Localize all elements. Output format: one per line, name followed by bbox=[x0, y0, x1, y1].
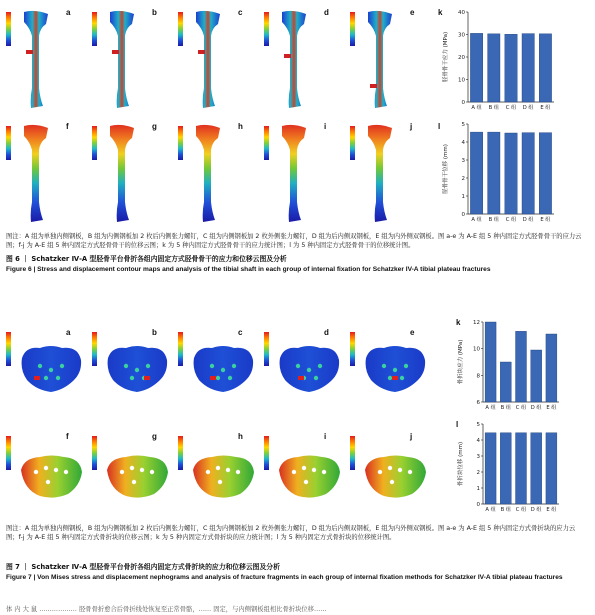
screw-hole bbox=[216, 376, 220, 380]
tibia-stress-contour bbox=[282, 11, 306, 108]
screw-hole bbox=[49, 368, 53, 372]
screw-hole bbox=[54, 468, 58, 472]
fragment-displacement-contour bbox=[365, 456, 426, 498]
panel-label-f: f bbox=[66, 432, 69, 441]
screw-hole bbox=[38, 364, 42, 368]
y-tick-label: 2 bbox=[461, 176, 465, 182]
x-tick-label: E 组 bbox=[546, 507, 557, 513]
bar bbox=[516, 433, 527, 504]
screw-hole bbox=[130, 376, 134, 380]
screw-hole bbox=[304, 480, 308, 484]
panel-label-j: j bbox=[410, 432, 413, 441]
color-scale-legend bbox=[6, 126, 11, 160]
x-tick-label: D 组 bbox=[522, 217, 534, 223]
fig6-displacement-chart bbox=[440, 118, 558, 232]
screw-hole bbox=[382, 364, 386, 368]
screw-hole bbox=[314, 376, 318, 380]
screw-hole bbox=[404, 364, 408, 368]
body-text-fragment: 体 内 大 鼠 ……………… 胫骨骨折愈合后骨折线处恢复至正常骨骼，…… 固定，与内侧钢板组相比骨折块位移…… bbox=[6, 606, 327, 613]
stress-peak-marker bbox=[210, 376, 216, 380]
x-tick-label: E 组 bbox=[540, 217, 551, 223]
fragment-displacement-contour bbox=[193, 456, 254, 498]
color-scale-legend bbox=[92, 126, 97, 160]
y-tick-label: 4 bbox=[461, 140, 465, 146]
displacement-nephogram bbox=[18, 448, 84, 504]
screw-hole bbox=[388, 376, 392, 380]
y-tick-label: 4 bbox=[476, 438, 480, 444]
screw-hole bbox=[408, 470, 412, 474]
color-scale-legend bbox=[92, 12, 97, 46]
bar bbox=[500, 433, 511, 504]
y-tick-label: 0 bbox=[461, 212, 465, 218]
panel-label-j: j bbox=[410, 122, 413, 131]
y-tick-label: 30 bbox=[458, 32, 465, 39]
fig6-chart-label-k: k bbox=[438, 8, 443, 17]
panel-label-h: h bbox=[238, 432, 243, 441]
stress-nephogram bbox=[276, 10, 310, 114]
y-axis-label: 骨折块位移 (mm) bbox=[458, 441, 464, 487]
y-tick-label: 3 bbox=[476, 454, 480, 460]
bar bbox=[539, 133, 551, 214]
panel-label-d: d bbox=[324, 328, 329, 337]
bar bbox=[546, 433, 557, 504]
bar bbox=[488, 132, 500, 214]
screw-hole bbox=[322, 470, 326, 474]
x-tick-label: B 组 bbox=[500, 405, 512, 411]
color-scale-legend bbox=[92, 332, 97, 366]
screw-hole bbox=[307, 368, 311, 372]
bar bbox=[539, 34, 551, 102]
bar bbox=[500, 362, 511, 402]
y-tick-label: 12 bbox=[473, 320, 480, 326]
panel-label-c: c bbox=[238, 8, 243, 17]
y-axis-label: 骨折块应力 (MPa) bbox=[458, 339, 464, 385]
screw-hole bbox=[150, 470, 154, 474]
stress-peak-marker bbox=[392, 376, 398, 380]
x-tick-label: A 组 bbox=[471, 217, 482, 223]
color-scale-legend bbox=[350, 12, 355, 46]
fig7-title-en: Figure 7 | Von Mises stress and displacement nephograms and analysis of fracture fragments in each group of internal fixation methods for Schatzker IV-A tibial plateau fractures bbox=[6, 574, 563, 581]
screw-hole bbox=[232, 364, 236, 368]
screw-hole bbox=[226, 468, 230, 472]
screw-hole bbox=[302, 466, 306, 470]
panel-label-h: h bbox=[238, 122, 243, 131]
displacement-nephogram bbox=[190, 448, 256, 504]
fig7-caption: 图注：A 组为单独内侧钢板，B 组为内侧钢板加 2 枚后内侧张力螺钉，C 组为内侧钢板加 2 枚外侧张力螺钉，D 组为后内侧双钢板，E 组为内外侧双钢板。图 a-e 为 A-E 组 5 种内固定方式骨折块的应力云图；f-j 为 A-E 组 5 种内固定方式骨折块的位移云图；k 为 5 种内固定方式骨折块的应力统计图；l 为 5 种内固定方式骨折块的位移统计图。 bbox=[6, 525, 576, 541]
x-tick-label: C 组 bbox=[515, 507, 527, 513]
screw-hole bbox=[216, 466, 220, 470]
displacement-nephogram bbox=[104, 124, 138, 228]
displacement-nephogram bbox=[362, 124, 396, 228]
screw-hole bbox=[296, 364, 300, 368]
fig6-title-en: Figure 6 | Stress and displacement contour maps and analysis of the tibial shaft in each group of internal fixation for Schatzker IV-A tibial plateau fractures bbox=[6, 266, 491, 273]
color-scale-legend bbox=[350, 126, 355, 160]
screw-hole bbox=[221, 368, 225, 372]
fragment-displacement-contour bbox=[21, 456, 82, 498]
fig7-title-cn: 图 7 ｜ Schatzker Ⅳ-A 型胫骨平台骨折各组内固定方式骨折块的应力和位移云图及分析 bbox=[6, 563, 280, 571]
screw-hole bbox=[34, 470, 38, 474]
screw-hole bbox=[390, 480, 394, 484]
tibia-displacement-contour bbox=[24, 125, 48, 222]
fig6-chart-label-l: l bbox=[438, 122, 441, 131]
stress-nephogram bbox=[362, 10, 396, 114]
tibia-displacement-contour bbox=[368, 125, 392, 222]
x-tick-label: B 组 bbox=[488, 217, 500, 223]
x-tick-label: C 组 bbox=[505, 105, 517, 111]
color-scale-legend bbox=[178, 436, 183, 470]
displacement-nephogram bbox=[190, 124, 224, 228]
y-tick-label: 0 bbox=[476, 502, 480, 508]
fig7-chart-label-l: l bbox=[456, 420, 459, 429]
x-tick-label: A 组 bbox=[485, 405, 496, 411]
fig7-stress-chart bbox=[455, 316, 563, 420]
panel-label-i: i bbox=[324, 122, 327, 131]
screw-hole bbox=[120, 470, 124, 474]
x-tick-label: E 组 bbox=[546, 405, 557, 411]
stress-peak-marker bbox=[370, 84, 377, 88]
screw-hole bbox=[135, 368, 139, 372]
stress-nephogram bbox=[276, 342, 342, 398]
y-tick-label: 2 bbox=[476, 470, 480, 476]
tibia-stress-contour bbox=[24, 11, 48, 108]
color-scale-legend bbox=[350, 332, 355, 366]
panel-label-d: d bbox=[324, 8, 329, 17]
x-tick-label: B 组 bbox=[488, 105, 500, 111]
screw-hole bbox=[140, 468, 144, 472]
color-scale-legend bbox=[6, 436, 11, 470]
screw-hole bbox=[388, 466, 392, 470]
screw-hole bbox=[393, 368, 397, 372]
stress-peak-marker bbox=[198, 50, 205, 54]
displacement-nephogram bbox=[18, 124, 52, 228]
y-tick-label: 0 bbox=[461, 100, 465, 106]
x-tick-label: B 组 bbox=[500, 507, 512, 513]
x-tick-label: D 组 bbox=[522, 105, 534, 111]
bar bbox=[531, 433, 542, 504]
bar bbox=[485, 433, 496, 504]
bar bbox=[485, 322, 496, 402]
panel-label-e: e bbox=[410, 328, 415, 337]
panel-label-f: f bbox=[66, 122, 69, 131]
panel-label-g: g bbox=[152, 432, 157, 441]
tibia-stress-contour bbox=[110, 11, 134, 108]
bar bbox=[546, 334, 557, 402]
tibia-displacement-contour bbox=[196, 125, 220, 222]
screw-hole bbox=[236, 470, 240, 474]
screw-hole bbox=[228, 376, 232, 380]
bar bbox=[522, 34, 534, 102]
stress-peak-marker bbox=[284, 54, 291, 58]
bar bbox=[531, 350, 542, 402]
fig7-displacement-chart bbox=[455, 418, 563, 522]
bar bbox=[470, 132, 482, 214]
stress-nephogram bbox=[104, 342, 170, 398]
screw-hole bbox=[64, 470, 68, 474]
color-scale-legend bbox=[178, 332, 183, 366]
stress-nephogram bbox=[18, 10, 52, 114]
screw-hole bbox=[56, 376, 60, 380]
x-tick-label: A 组 bbox=[485, 507, 496, 513]
y-tick-label: 10 bbox=[458, 77, 465, 84]
tibia-stress-contour bbox=[368, 11, 392, 108]
displacement-nephogram bbox=[276, 124, 310, 228]
screw-hole bbox=[44, 466, 48, 470]
bar bbox=[488, 34, 500, 102]
screw-hole bbox=[60, 364, 64, 368]
screw-hole bbox=[132, 480, 136, 484]
color-scale-legend bbox=[350, 436, 355, 470]
y-tick-label: 5 bbox=[461, 122, 465, 128]
y-tick-label: 3 bbox=[461, 158, 465, 164]
screw-hole bbox=[124, 364, 128, 368]
color-scale-legend bbox=[264, 12, 269, 46]
panel-label-a: a bbox=[66, 8, 71, 17]
fig6-caption: 图注：A 组为单独内侧钢板，B 组为内侧钢板加 2 枚后内侧张力螺钉，C 组为内侧钢板加 2 枚外侧张力螺钉，D 组为后内侧双钢板，E 组为内外侧双钢板。图 a-e 为 A-E 组 5 种内固定方式胫骨骨干的应力云图；f-j 为 A-E 组 5 种内固定方式胫骨骨干的位移云图；k 为 5 种内固定方式胫骨骨干的应力统计图；l 为 5 种内固定方式胫骨骨干的位移统计图。 bbox=[6, 233, 582, 249]
color-scale-legend bbox=[92, 436, 97, 470]
screw-hole bbox=[218, 480, 222, 484]
panel-label-b: b bbox=[152, 8, 157, 17]
panel-label-a: a bbox=[66, 328, 71, 337]
color-scale-legend bbox=[178, 12, 183, 46]
y-tick-label: 1 bbox=[461, 194, 465, 200]
y-tick-label: 40 bbox=[458, 10, 465, 16]
stress-nephogram bbox=[104, 10, 138, 114]
stress-peak-marker bbox=[26, 50, 33, 54]
bar bbox=[505, 133, 517, 214]
x-tick-label: D 组 bbox=[530, 507, 542, 513]
stress-nephogram bbox=[362, 342, 428, 398]
tibia-displacement-contour bbox=[282, 125, 306, 222]
stress-nephogram bbox=[190, 10, 224, 114]
x-tick-label: D 组 bbox=[530, 405, 542, 411]
stress-nephogram bbox=[18, 342, 84, 398]
panel-label-e: e bbox=[410, 8, 415, 17]
displacement-nephogram bbox=[362, 448, 428, 504]
screw-hole bbox=[378, 470, 382, 474]
y-tick-label: 6 bbox=[476, 400, 480, 406]
color-scale-legend bbox=[6, 332, 11, 366]
bar bbox=[522, 133, 534, 214]
tibia-stress-contour bbox=[196, 11, 220, 108]
bar bbox=[516, 331, 527, 402]
fig6-stress-chart bbox=[440, 6, 558, 120]
color-scale-legend bbox=[178, 126, 183, 160]
screw-hole bbox=[44, 376, 48, 380]
color-scale-legend bbox=[264, 332, 269, 366]
panel-label-b: b bbox=[152, 328, 157, 337]
screw-hole bbox=[46, 480, 50, 484]
stress-peak-marker bbox=[112, 50, 119, 54]
color-scale-legend bbox=[264, 126, 269, 160]
color-scale-legend bbox=[264, 436, 269, 470]
panel-label-c: c bbox=[238, 328, 243, 337]
y-tick-label: 20 bbox=[458, 55, 465, 61]
bar bbox=[505, 34, 517, 102]
screw-hole bbox=[312, 468, 316, 472]
displacement-nephogram bbox=[276, 448, 342, 504]
stress-peak-marker bbox=[144, 376, 150, 380]
panel-label-g: g bbox=[152, 122, 157, 131]
stress-nephogram bbox=[190, 342, 256, 398]
fig7-chart-label-k: k bbox=[456, 318, 461, 327]
x-tick-label: A 组 bbox=[471, 105, 482, 111]
screw-hole bbox=[210, 364, 214, 368]
bar bbox=[470, 33, 482, 102]
fig6-title-cn: 图 6 ｜ Schatzker Ⅳ-A 型胫骨平台骨折各组内固定方式胫骨骨干的应力和位移云图及分析 bbox=[6, 255, 287, 263]
stress-peak-marker bbox=[298, 376, 304, 380]
screw-hole bbox=[318, 364, 322, 368]
x-tick-label: C 组 bbox=[515, 405, 527, 411]
y-tick-label: 1 bbox=[476, 486, 480, 492]
screw-hole bbox=[400, 376, 404, 380]
fragment-displacement-contour bbox=[107, 456, 168, 498]
y-axis-label: 胫骨骨干位移 (mm) bbox=[443, 144, 449, 194]
y-tick-label: 10 bbox=[473, 346, 480, 353]
tibia-displacement-contour bbox=[110, 125, 134, 222]
screw-hole bbox=[398, 468, 402, 472]
stress-peak-marker bbox=[34, 376, 40, 380]
screw-hole bbox=[292, 470, 296, 474]
x-tick-label: C 组 bbox=[505, 217, 517, 223]
screw-hole bbox=[146, 364, 150, 368]
screw-hole bbox=[206, 470, 210, 474]
y-tick-label: 5 bbox=[476, 422, 480, 428]
x-tick-label: E 组 bbox=[540, 105, 551, 111]
y-tick-label: 8 bbox=[476, 373, 480, 380]
panel-label-i: i bbox=[324, 432, 327, 441]
displacement-nephogram bbox=[104, 448, 170, 504]
color-scale-legend bbox=[6, 12, 11, 46]
screw-hole bbox=[130, 466, 134, 470]
y-axis-label: 胫骨骨干应力 (MPa) bbox=[443, 31, 449, 83]
fragment-displacement-contour bbox=[279, 456, 340, 498]
